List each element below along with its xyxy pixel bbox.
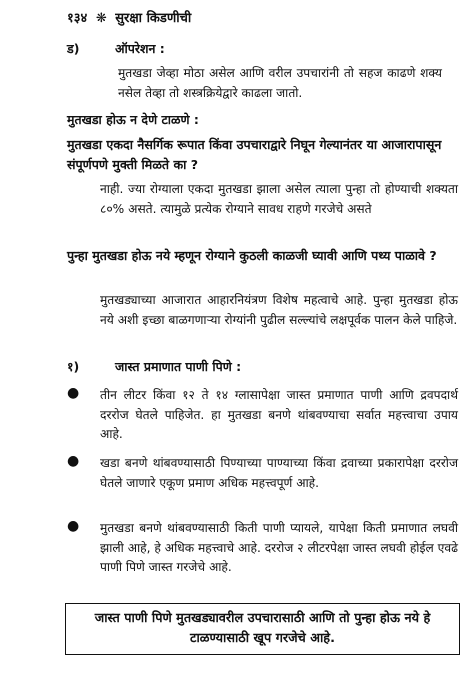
- answer-2-paragraph: मुतखड्याच्या आजारात आहारनियंत्रण विशेष महत्वाचे आहे. पुन्हा मुतखडा होऊ नये अशी इच्छा बाळगणाऱ्या रोग्यांनी पुढील सल्ल्यांचे लक्षपूर्वक पालन केले पाहिजे.: [100, 293, 458, 327]
- section-d-heading: [67, 40, 165, 57]
- highlight-note-box: जास्त पाणी पिणे मुतखड्यावरील उपचारासाठी आणि तो पुन्हा होऊ नये हे टाळण्यासाठी खूप गरजेचे आहे.: [65, 603, 460, 655]
- book-title: सुरक्षा किडणीची: [115, 11, 192, 26]
- section-1-title: जास्त प्रमाणात पाणी पिणे :: [115, 359, 242, 374]
- section-1-heading: [67, 358, 241, 375]
- answer-1-paragraph: नाही. ज्या रोग्याला एकदा मुतखडा झाला असेल त्याला पुन्हा तो होण्याची शक्यता ८०% असते. त्यामुळे प्रत्येक रोग्याने सावध राहणे गरजेचे असते: [100, 182, 458, 216]
- section-d-label: ड): [67, 41, 80, 56]
- section-d-paragraph: मुतखडा जेव्हा मोठा असेल आणि वरील उपचारांनी तो सहज काढणे शक्य नसेल तेव्हा तो शस्त्रक्रियेद्वारे काढला जातो.: [118, 66, 442, 100]
- running-header: [67, 8, 191, 26]
- bullet-icon: ●: [67, 453, 80, 469]
- page-number: १३४: [67, 11, 88, 26]
- ornament-icon: ❋: [95, 11, 107, 26]
- section-d-title: ऑपरेशन :: [115, 41, 165, 56]
- bullet-1-text: तीन लीटर किंवा १२ ते १४ ग्लासापेक्षा जास्त प्रमाणात पाणी आणि द्रवपदार्थ दररोज घेतले पाहिजेत. हा मुतखडा बनणे थांबवण्याचा सर्वात महत्त्वाचा उपाय आहे.: [100, 388, 458, 441]
- bullet-2-text: खडा बनणे थांबवण्यासाठी पिण्याच्या पाण्याच्या किंवा द्रवाच्या प्रकारापेक्षा दररोज घेतले जाणारे एकूण प्रमाण अधिक महत्त्वपूर्ण आहे.: [100, 456, 458, 490]
- question-2: पुन्हा मुतखडा होऊ नये म्हणून रोग्याने कुठली काळजी घ्यावी आणि पथ्य पाळावे ?: [67, 248, 437, 263]
- prevention-heading: मुतखडा होऊ न देणे टाळणे :: [67, 112, 199, 127]
- bullet-3-text: मुतखडा बनणे थांबवण्यासाठी किती पाणी प्यायले, यापेक्षा किती प्रमाणात लघवी झाली आहे, हे अधिक महत्त्वाचे आहे. दररोज २ लीटरपेक्षा जास्त लघवी होईल एवढे पाणी पिणे जास्त गरजेचे आहे.: [100, 521, 458, 574]
- bullet-icon: ●: [67, 385, 80, 401]
- question-1: मुतखडा एकदा नैसर्गिक रूपात किंवा उपचाराद्वारे निघून गेल्यानंतर या आजारापासून संपूर्णपणे मुक्ती मिळते का ?: [67, 137, 442, 172]
- bullet-icon: ●: [67, 518, 80, 534]
- section-1-label: १): [67, 359, 80, 374]
